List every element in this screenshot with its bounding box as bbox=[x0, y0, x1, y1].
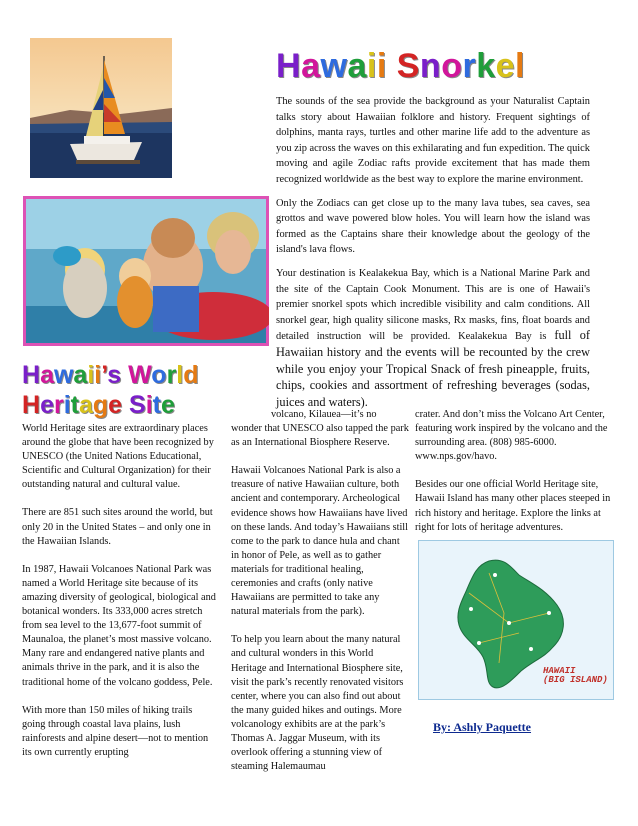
heading-letter: ’ bbox=[101, 361, 108, 389]
title-letter: a bbox=[301, 47, 321, 85]
world-heritage-heading bbox=[22, 360, 262, 420]
heading-letter: e bbox=[108, 391, 123, 419]
heading-letter: r bbox=[166, 361, 177, 389]
column-3 bbox=[415, 408, 611, 549]
column-1 bbox=[22, 422, 218, 774]
title-letter: e bbox=[495, 47, 516, 85]
intro-paragraph-3 bbox=[276, 266, 590, 411]
sailboat-photo bbox=[30, 38, 172, 178]
big-island-map bbox=[418, 540, 614, 700]
title-letter: k bbox=[476, 47, 496, 85]
intro-paragraph-1: The sounds of the sea provide the background as your Naturalist Captain talks story about Hawaiian folklore and history. Frequent sightings of dolphins, manta rays, turtles and other marine life add to the adventure as you zip across the waves on this exhilarating and fun expedition. The quick moving and agile Zodiac rafts provide excitement that has made them recognized worldwide as the best way to explore the marine environment. bbox=[276, 96, 590, 185]
heading-letter: S bbox=[129, 391, 146, 419]
heading-letter: i bbox=[94, 361, 102, 389]
title-letter: r bbox=[462, 47, 477, 85]
title-letter: a bbox=[347, 47, 367, 85]
heading-letter: a bbox=[78, 391, 93, 419]
intro-paragraph-3-large: full of Hawaiian history and the events will be recounted by the crew while you enjoy your Tropical Snack of fresh pineapple, fruits, chips, cookies and assortment of refreshing beverages (sodas, juices and waters). bbox=[276, 328, 590, 409]
title-letter: n bbox=[419, 47, 442, 85]
heading-letter: i bbox=[63, 391, 71, 419]
title-letter: S bbox=[396, 47, 420, 85]
map-island-name bbox=[543, 667, 608, 685]
heading-letter: a bbox=[40, 361, 54, 389]
title-letter: i bbox=[366, 47, 377, 85]
col1-paragraph-3: In 1987, Hawaii Volcanoes National Park was named a World Heritage site because of its amazing diversity of geological, biological and botanical wonders. Its 333,000 acres stretch from sea level to the 13,677-foot summit of Maunaloa, the planet’s most massive volcano. Many rare and endangered native plants and animals thrive in the park, and it is also the traditional home of the volcano goddess, Pele. bbox=[22, 563, 216, 688]
intro-text bbox=[276, 94, 590, 419]
heading-letter: t bbox=[70, 391, 79, 419]
heading-letter: W bbox=[128, 361, 152, 389]
heading-letter: e bbox=[161, 391, 175, 419]
col3-paragraph-2: Besides our one official World Heritage site, Hawaii Island has many other places steeped in rich history and heritage. Explore the links at right for lots of heritage adventures. bbox=[415, 479, 611, 533]
world-heritage-heading-line-2 bbox=[22, 390, 262, 420]
col1-paragraph-2: There are 851 such sites around the world, but only 20 in the United States – and only one in the Hawaiian Islands. bbox=[22, 507, 213, 547]
heading-letter: a bbox=[73, 361, 88, 389]
heading-letter: e bbox=[40, 391, 54, 419]
heading-letter: l bbox=[176, 361, 184, 389]
heading-letter: o bbox=[151, 361, 167, 389]
snorkel-family-photo bbox=[23, 196, 269, 346]
heading-letter: t bbox=[152, 391, 161, 419]
heading-letter: w bbox=[53, 361, 74, 389]
byline: By: Ashly Paquette bbox=[433, 720, 532, 734]
title-letter: l bbox=[515, 47, 525, 85]
title-letter: H bbox=[276, 47, 302, 85]
col2-paragraph-3: To help you learn about the many natural and cultural wonders in this World Heritage and International Biosphere site, visit the park’s recently renovated visitors center, where you can also find out about the many guided hikes and outings. More volcanology exhibits are at the park’s Thomas A. Jaggar Museum, with its overlook offering a stunning view of steaming Halemaumau bbox=[231, 634, 404, 773]
heading-letter bbox=[122, 391, 129, 419]
title-letter bbox=[387, 47, 397, 85]
map-island-name-line-1: HAWAII bbox=[543, 666, 576, 676]
heading-letter: s bbox=[107, 361, 122, 389]
heading-letter: i bbox=[145, 391, 153, 419]
title-letter: w bbox=[320, 47, 348, 85]
title-letter: o bbox=[441, 47, 463, 85]
intro-paragraph-2: Only the Zodiacs can get close up to the many lava tubes, sea caves, sea grottos and wave powered blow holes. You will learn how the island was formed as the Captains share their knowledge about the geology of the island's lava flows. bbox=[276, 197, 590, 256]
col1-paragraph-4: With more than 150 miles of hiking trails going through coastal lava plains, lush rainforests and alpine desert—not to mention its own currently erupting bbox=[22, 704, 209, 758]
col2-paragraph-1: volcano, Kilauea—it’s no wonder that UNESCO also tapped the park as an International Biosphere Reserve. bbox=[231, 409, 409, 449]
column-2 bbox=[231, 408, 409, 788]
heading-letter: H bbox=[22, 361, 41, 389]
col3-paragraph-1: crater. And don’t miss the Volcano Art Center, featuring work inspired by the volcano and the surrounding area. (808) 985-6000. www.nps.gov/havo. bbox=[415, 409, 608, 463]
title-letter: i bbox=[376, 47, 387, 85]
page-title bbox=[276, 44, 616, 88]
heading-letter: d bbox=[183, 361, 199, 389]
intro-paragraph-3-text: Your destination is Kealakekua Bay, which is a National Marine Park and the site of the Captain Cook Monument. This are is one of Hawaii's premier snorkel spots which incredible visibility and calm conditions. All snorkel gear, high quality silicone masks, Rx masks, fins, float boards and detailed instruction will be provided. Kealakekua Bay is bbox=[276, 267, 590, 343]
heading-letter: H bbox=[22, 391, 41, 419]
heading-letter: i bbox=[87, 361, 95, 389]
col2-paragraph-2: Hawaii Volcanoes National Park is also a treasure of native Hawaiian culture, both ancient and contemporary. Archeological evidence shows how Hawaiians have lived on these lands. And today’s Hawaiians still come to the park to dance hula and chant in honor of Pele, as well as to gather materials for traditional healing, ceremonies and crafts (only native Hawaiians are permitted to take any natural materials from the park). bbox=[231, 465, 409, 618]
col1-paragraph-1: World Heritage sites are extraordinary places around the globe that have been recognized by UNESCO (the United Nations Educational, Scientific and Cultural Organization) for their outstanding natural and cultural value. bbox=[22, 423, 214, 491]
heading-letter: r bbox=[53, 391, 64, 419]
heading-letter: g bbox=[92, 391, 109, 419]
map-island-name-line-2: (BIG ISLAND) bbox=[543, 675, 608, 685]
world-heritage-heading-line-1 bbox=[22, 360, 262, 390]
